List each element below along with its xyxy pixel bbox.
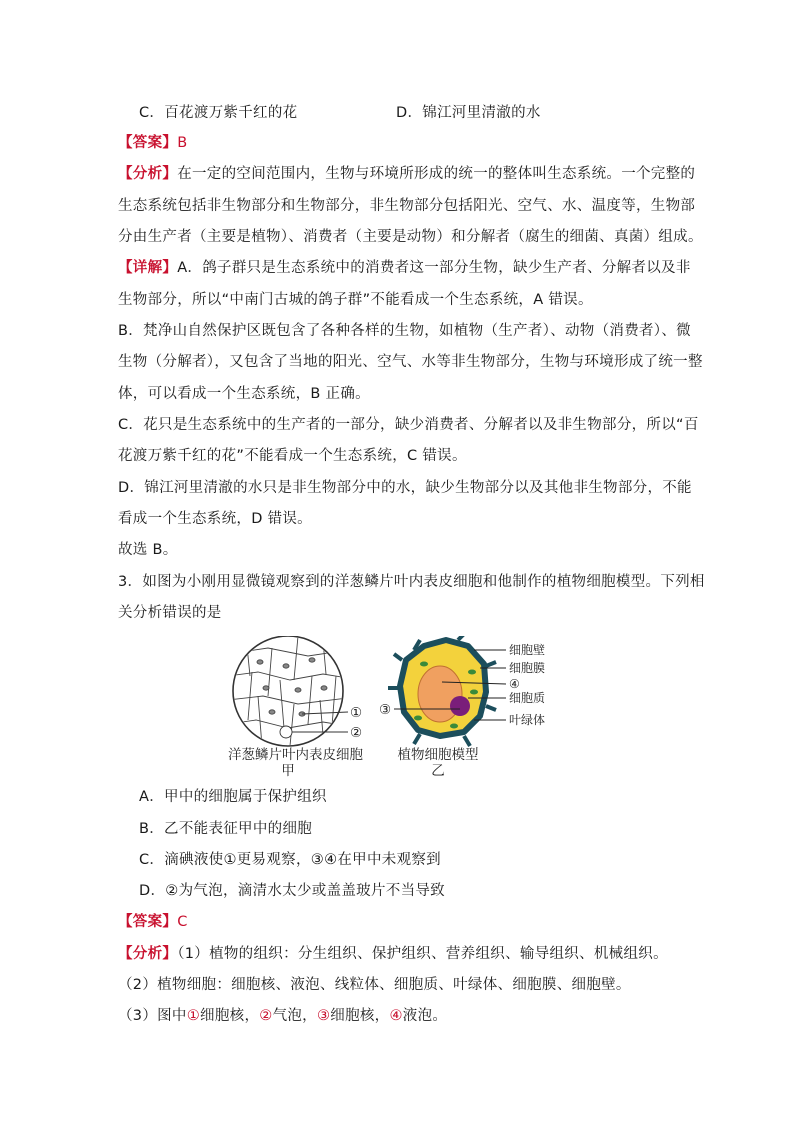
analysis3-prefix: （3）图中 xyxy=(118,1008,187,1024)
label-cytoplasm: 细胞质 xyxy=(509,691,546,705)
q2-detail-b-line-2: 生物（分解者），又包含了当地的阳光、空气、水等非生物部分，生物与环境形成了统一整 xyxy=(118,354,703,370)
jia-label: 甲 xyxy=(281,763,295,779)
analysis-tag: 【分析】 xyxy=(118,946,178,962)
q2-detail-d-line-2: 看成一个生态系统，D 错误。 xyxy=(118,511,312,527)
q3-stem-line-2: 关分析错误的是 xyxy=(118,605,222,621)
option-c: C．百花渡万紫千红的花 xyxy=(139,105,298,121)
q2-detail-b-line-1: B．梵净山自然保护区既包含了各种各样的生物，如植物（生产者）、动物（消费者）、微 xyxy=(118,323,691,339)
jia-caption: 洋葱鳞片叶内表皮细胞 xyxy=(228,747,363,763)
q3-option-a: A．甲中的细胞属于保护组织 xyxy=(139,789,327,805)
option-c-mark-1: ① xyxy=(223,852,237,868)
q2-analysis-line-1 xyxy=(118,164,695,184)
option-d-mark-2: ② xyxy=(165,883,179,899)
yi-mark-4: ④ xyxy=(509,677,520,691)
q3-option-c xyxy=(139,850,441,870)
q2-detail-c-line-1: C．花只是生态系统中的生产者的一部分，缺少消费者、分解者以及非生物部分，所以“百 xyxy=(118,417,699,433)
analysis3-mark-2: ② xyxy=(259,1008,273,1024)
jia-mark-2: ② xyxy=(350,725,363,741)
label-cell-wall: 细胞壁 xyxy=(509,643,546,657)
analysis3-text-4: 液泡。 xyxy=(402,1008,448,1024)
analysis-text: 在一定的空间范围内，生物与环境所形成的统一的整体叫生态系统。一个完整的 xyxy=(177,166,696,182)
q3-analysis-line-2: （2）植物细胞：细胞核、液泡、线粒体、细胞质、叶绿体、细胞膜、细胞壁。 xyxy=(118,977,631,993)
analysis3-text-2: 气泡， xyxy=(272,1008,317,1024)
analysis3-mark-4: ④ xyxy=(389,1008,403,1024)
q2-detail-a-line-1 xyxy=(118,258,691,278)
q2-conclusion: 故选 B。 xyxy=(118,542,178,558)
answer-value: B xyxy=(177,135,188,151)
q2-answer xyxy=(118,133,187,153)
q2-detail-a-line-2: 生物部分，所以“中南门古城的鸽子群”不能看成一个生态系统，A 错误。 xyxy=(118,292,593,308)
q2-analysis-line-2: 生态系统包括非生物部分和生物部分，非生物部分包括阳光、空气、水、温度等，生物部 xyxy=(118,198,696,214)
analysis3-mark-1: ① xyxy=(186,1008,201,1024)
plant-cell-model xyxy=(388,636,506,746)
q3-analysis-line-1 xyxy=(118,944,668,964)
option-c-text-3: 在甲中未观察到 xyxy=(337,852,441,868)
yi-mark-3: ③ xyxy=(379,702,392,718)
option-c-text-2: 更易观察， xyxy=(236,852,311,868)
yi-label: 乙 xyxy=(431,763,445,779)
q3-analysis-line-3 xyxy=(118,1006,447,1026)
q3-stem-line-1: 3．如图为小刚用显微镜观察到的洋葱鳞片叶内表皮细胞和他制作的植物细胞模型。下列相 xyxy=(118,574,705,590)
analysis3-mark-3: ③ xyxy=(316,1008,331,1024)
option-d: D．锦江河里清澈的水 xyxy=(396,105,541,121)
option-c-mark-3: ③ xyxy=(310,852,325,868)
jia-mark-1: ① xyxy=(350,705,363,721)
option-d-line xyxy=(396,103,541,123)
answer-tag: 【答案】 xyxy=(118,914,178,930)
onion-epidermis-micrograph xyxy=(228,636,348,746)
cell-figure xyxy=(228,636,548,786)
option-c-text-1: C．滴碘液使 xyxy=(139,852,224,868)
option-c-line xyxy=(139,103,297,123)
option-d-prefix: D． xyxy=(139,883,166,899)
answer-value: C xyxy=(177,914,188,930)
label-cell-membrane: 细胞膜 xyxy=(509,661,546,675)
analysis3-text-1: 细胞核， xyxy=(200,1008,260,1024)
q3-option-b: B．乙不能表征甲中的细胞 xyxy=(139,821,313,837)
analysis3-text-3: 细胞核， xyxy=(330,1008,390,1024)
q3-option-d xyxy=(139,881,445,901)
q2-analysis-line-3: 分由生产者（主要是植物）、消费者（主要是动物）和分解者（腐生的细菌、真菌）组成。 xyxy=(118,229,703,245)
analysis-tag: 【分析】 xyxy=(118,166,178,182)
option-d-text: 为气泡，滴清水太少或盖盖玻片不当导致 xyxy=(178,883,445,899)
q2-detail-c-line-2: 花渡万紫千红的花”不能看成一个生态系统，C 错误。 xyxy=(118,448,467,464)
detail-tag: 【详解】 xyxy=(118,260,178,276)
label-chloroplast: 叶绿体 xyxy=(509,713,546,727)
option-c-mark-4: ④ xyxy=(324,852,338,868)
yi-caption: 植物细胞模型 xyxy=(397,747,479,763)
analysis-text: （1）植物的组织：分生组织、保护组织、营养组织、输导组织、机械组织。 xyxy=(177,946,668,962)
answer-tag: 【答案】 xyxy=(118,135,178,151)
q3-answer xyxy=(118,912,188,932)
q2-detail-d-line-1: D．锦江河里清澈的水只是非生物部分中的水，缺少生物部分以及其他非生物部分，不能 xyxy=(118,480,692,496)
detail-text: A．鸽子群只是生态系统中的消费者这一部分生物，缺少生产者、分解者以及非 xyxy=(177,260,691,276)
q2-detail-b-line-3: 体，可以看成一个生态系统，B 正确。 xyxy=(118,386,370,402)
